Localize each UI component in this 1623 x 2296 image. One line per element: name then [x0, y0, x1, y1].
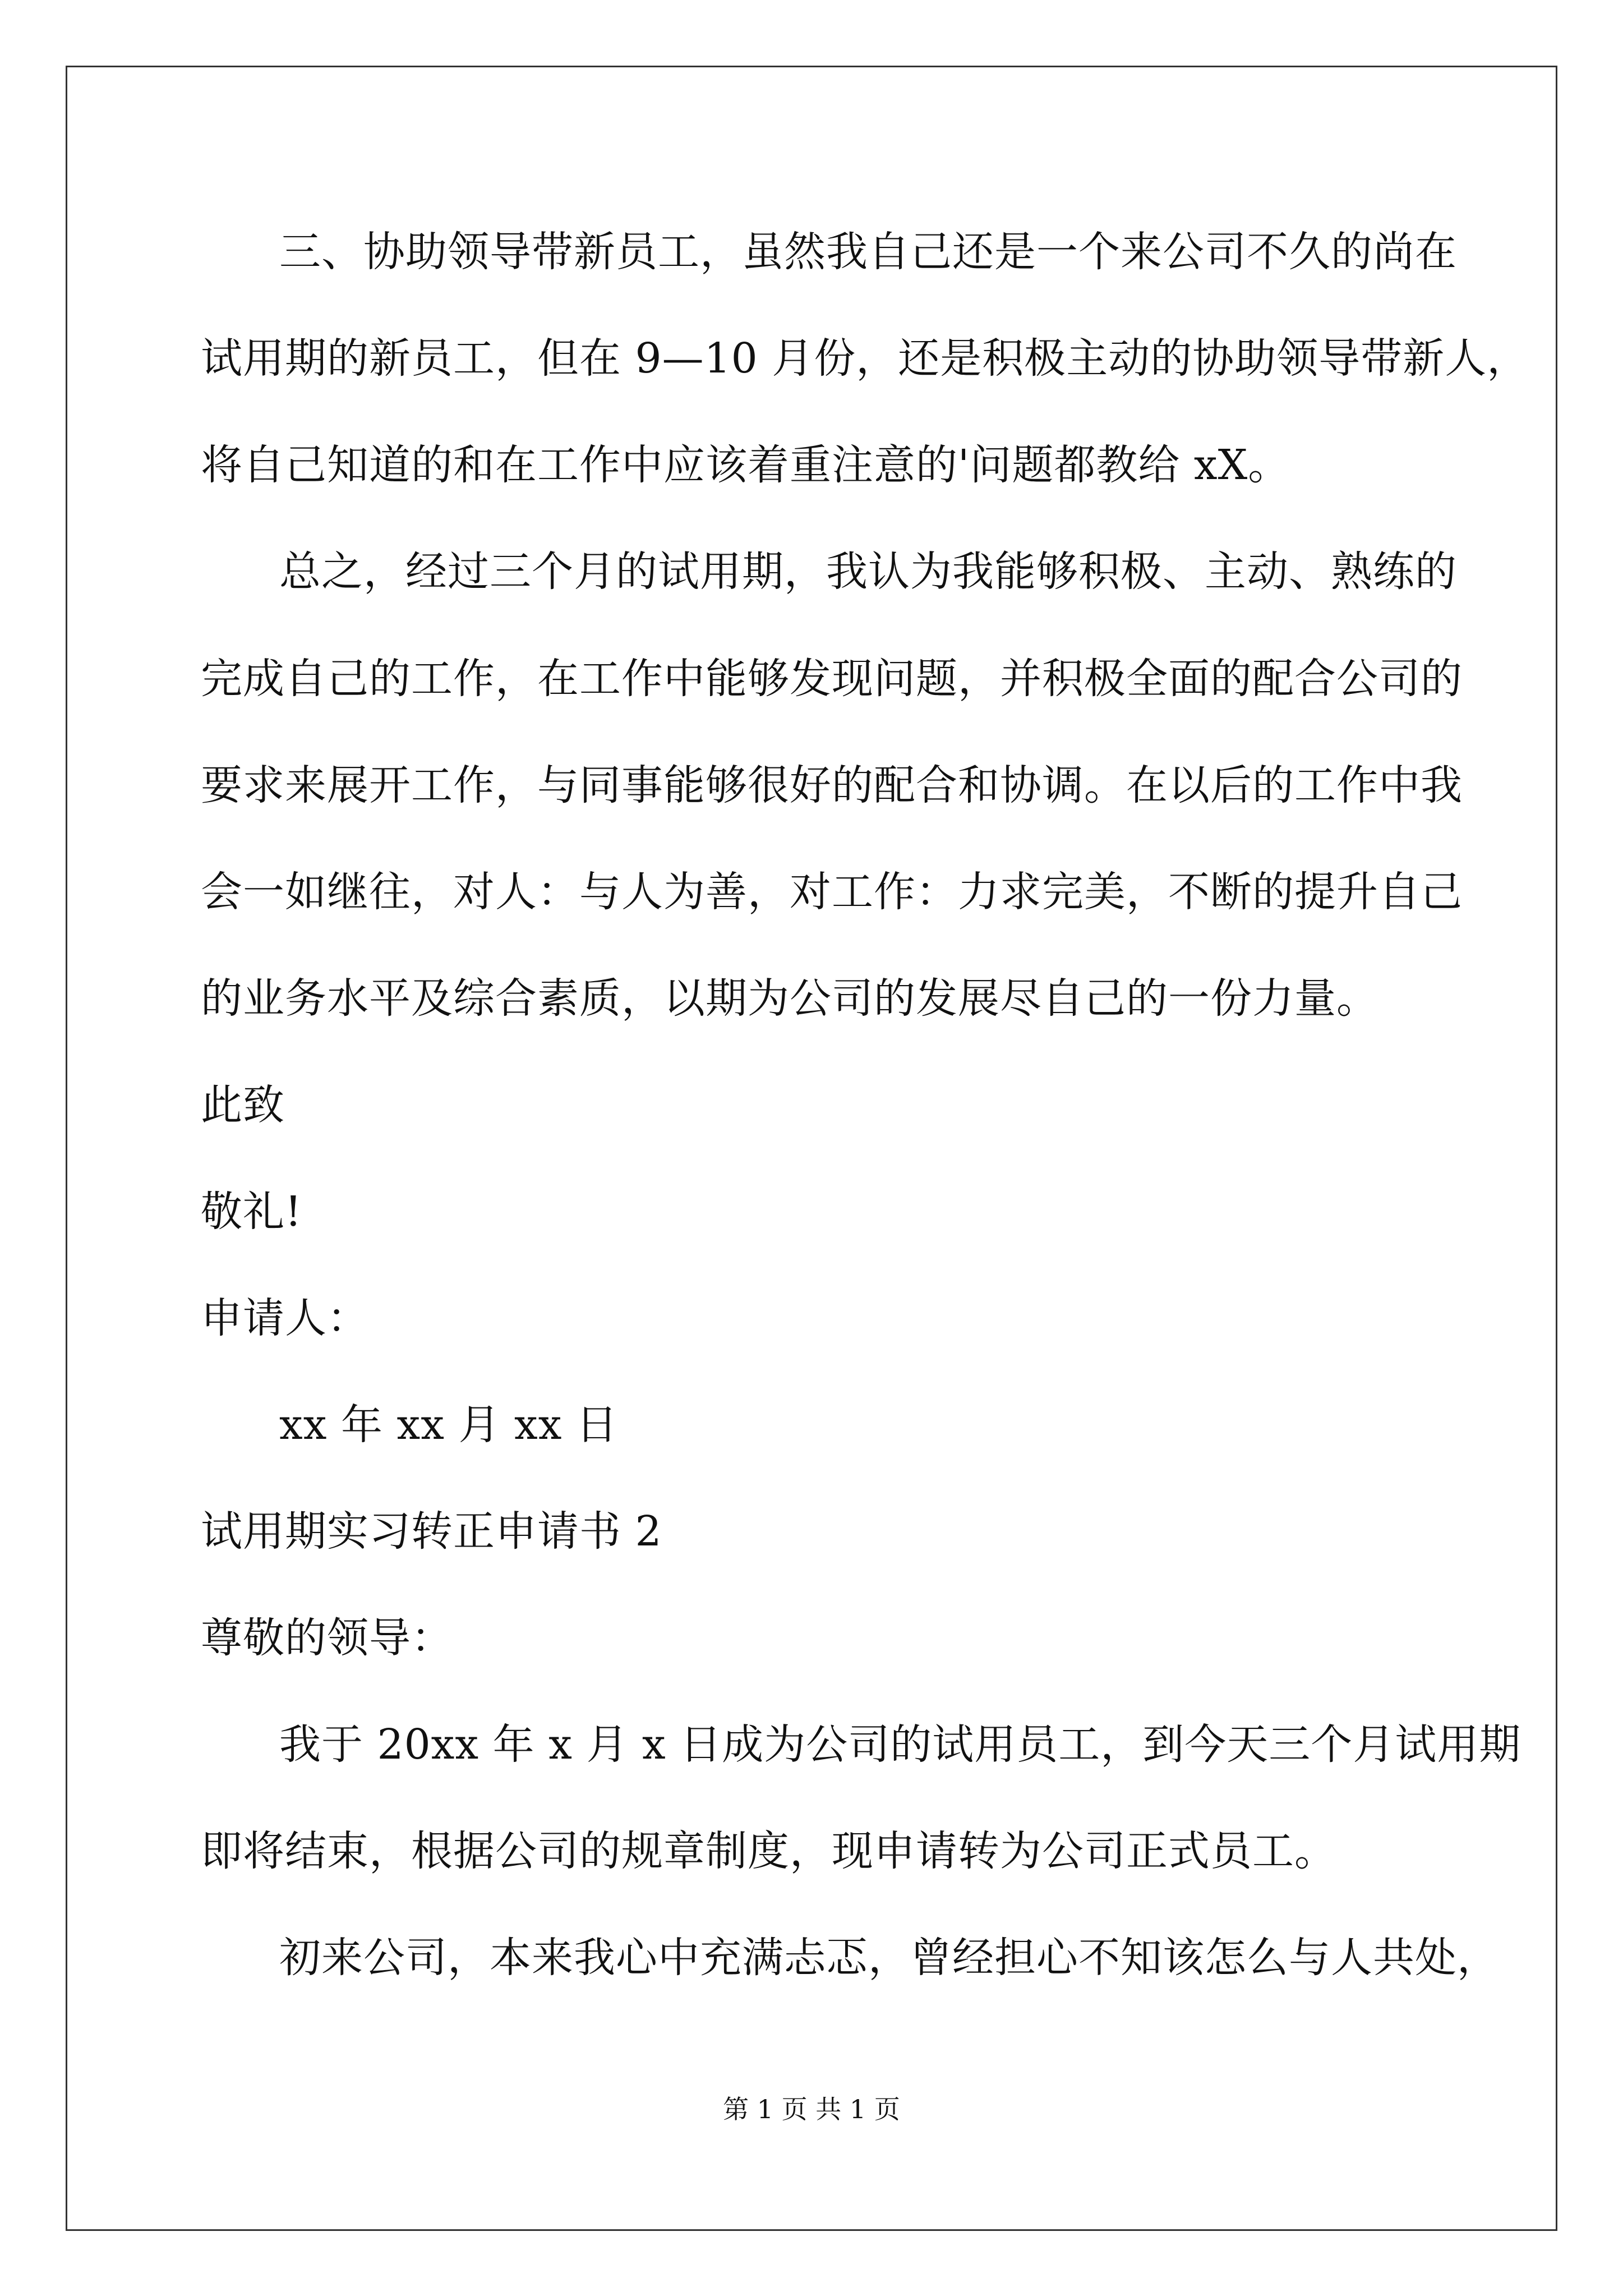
closing-line: 此致	[201, 1081, 285, 1129]
text-line: 三、协助领导带新员工，虽然我自己还是一个来公司不久的尚在	[279, 228, 1457, 276]
salutation-line: 敬礼!	[201, 1188, 302, 1236]
text-line: 将自己知道的和在工作中应该着重注意的'问题都教给 xX。	[201, 441, 1290, 489]
text-line: 试用期的新员工，但在 9—10 月份，还是积极主动的协助领导带新人，	[201, 334, 1529, 383]
text-line: 会一如继往，对人：与人为善，对工作：力求完美，不断的提升自己	[201, 868, 1463, 916]
page-footer: 第 1 页 共 1 页	[723, 2094, 900, 2124]
date-line: xx 年 xx 月 xx 日	[279, 1401, 619, 1449]
section-title: 试用期实习转正申请书 2	[201, 1507, 662, 1556]
text-line: 完成自己的工作，在工作中能够发现问题，并积极全面的配合公司的	[201, 655, 1463, 703]
greeting-line: 尊敬的领导：	[201, 1614, 453, 1662]
applicant-line: 申请人：	[201, 1294, 369, 1342]
text-line: 要求来展开工作，与同事能够很好的配合和协调。在以后的工作中我	[201, 761, 1463, 809]
text-line: 即将结束，根据公司的规章制度，现申请转为公司正式员工。	[201, 1827, 1336, 1875]
text-line: 我于 20xx 年 x 月 x 日成为公司的试用员工，到今天三个月试用期	[279, 1720, 1521, 1769]
text-line: 初来公司，本来我心中充满忐忑，曾经担心不知该怎么与人共处，	[279, 1934, 1499, 1982]
text-line: 总之，经过三个月的试用期，我认为我能够积极、主动、熟练的	[279, 547, 1457, 596]
text-line: 的业务水平及综合素质，以期为公司的发展尽自己的一份力量。	[201, 974, 1378, 1023]
